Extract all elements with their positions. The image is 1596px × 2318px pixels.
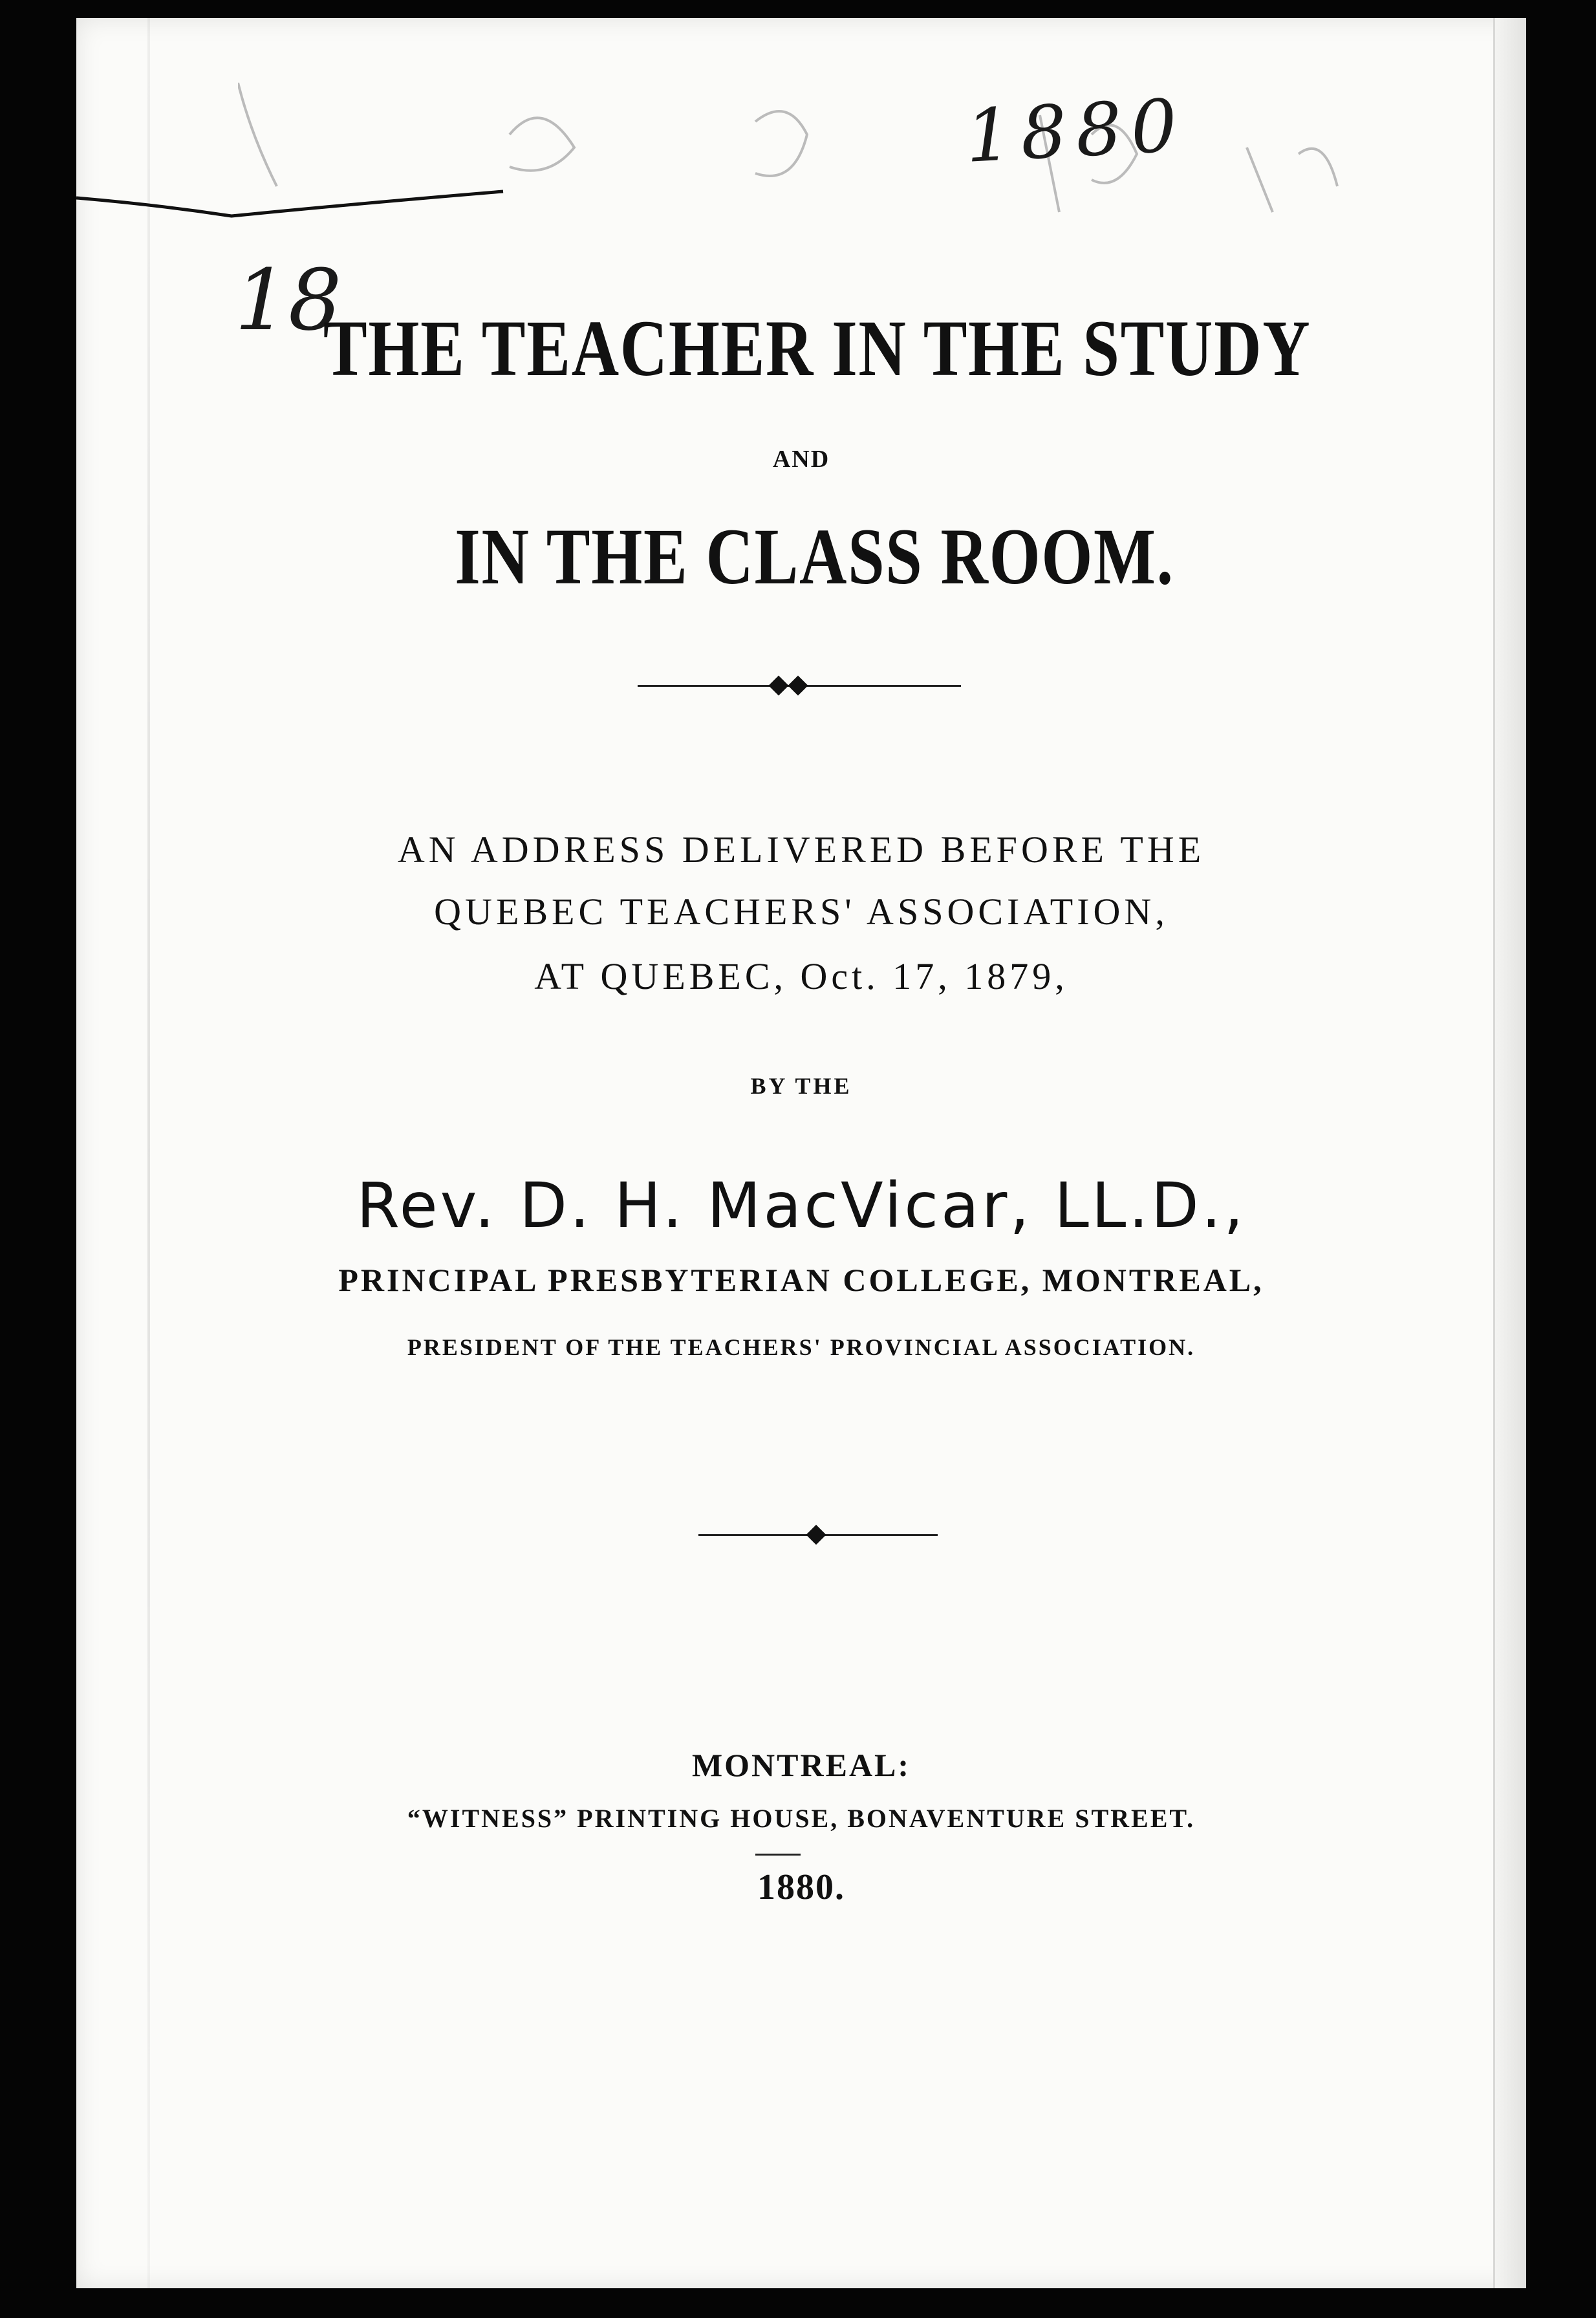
page-edge	[1493, 18, 1526, 2288]
title-conjunction: AND	[772, 446, 830, 473]
byline-prefix: BY THE	[750, 1073, 852, 1099]
author-role-1: PRINCIPAL PRESBYTERIAN COLLEGE, MONTREAL,	[338, 1262, 1264, 1298]
handwritten-underline	[76, 179, 516, 230]
address-line-3: AT QUEBEC, Oct. 17, 1879,	[534, 955, 1068, 997]
imprint-city: MONTREAL:	[691, 1747, 911, 1783]
binding-fold	[147, 18, 150, 2288]
imprint-year: 1880.	[757, 1867, 845, 1907]
title-line-2: IN THE CLASS ROOM.	[455, 512, 1174, 601]
author-name: Rev. D. H. MacVicar, LL.D.,	[356, 1169, 1246, 1242]
imprint-printer: “WITNESS” PRINTING HOUSE, BONAVENTURE STREET.	[407, 1804, 1196, 1833]
handwritten-catalog-number: 18	[235, 251, 342, 349]
address-line-1: AN ADDRESS DELIVERED BEFORE THE	[397, 829, 1205, 871]
title-line-1: THE TEACHER IN THE STUDY	[323, 304, 1311, 393]
title-page	[76, 18, 1526, 2288]
author-role-2: PRESIDENT OF THE TEACHERS' PROVINCIAL ASSOCIATION.	[407, 1334, 1196, 1360]
handwritten-year: 1880	[963, 83, 1189, 179]
imprint-rule	[755, 1854, 801, 1856]
address-line-2: QUEBEC TEACHERS' ASSOCIATION,	[434, 891, 1169, 933]
